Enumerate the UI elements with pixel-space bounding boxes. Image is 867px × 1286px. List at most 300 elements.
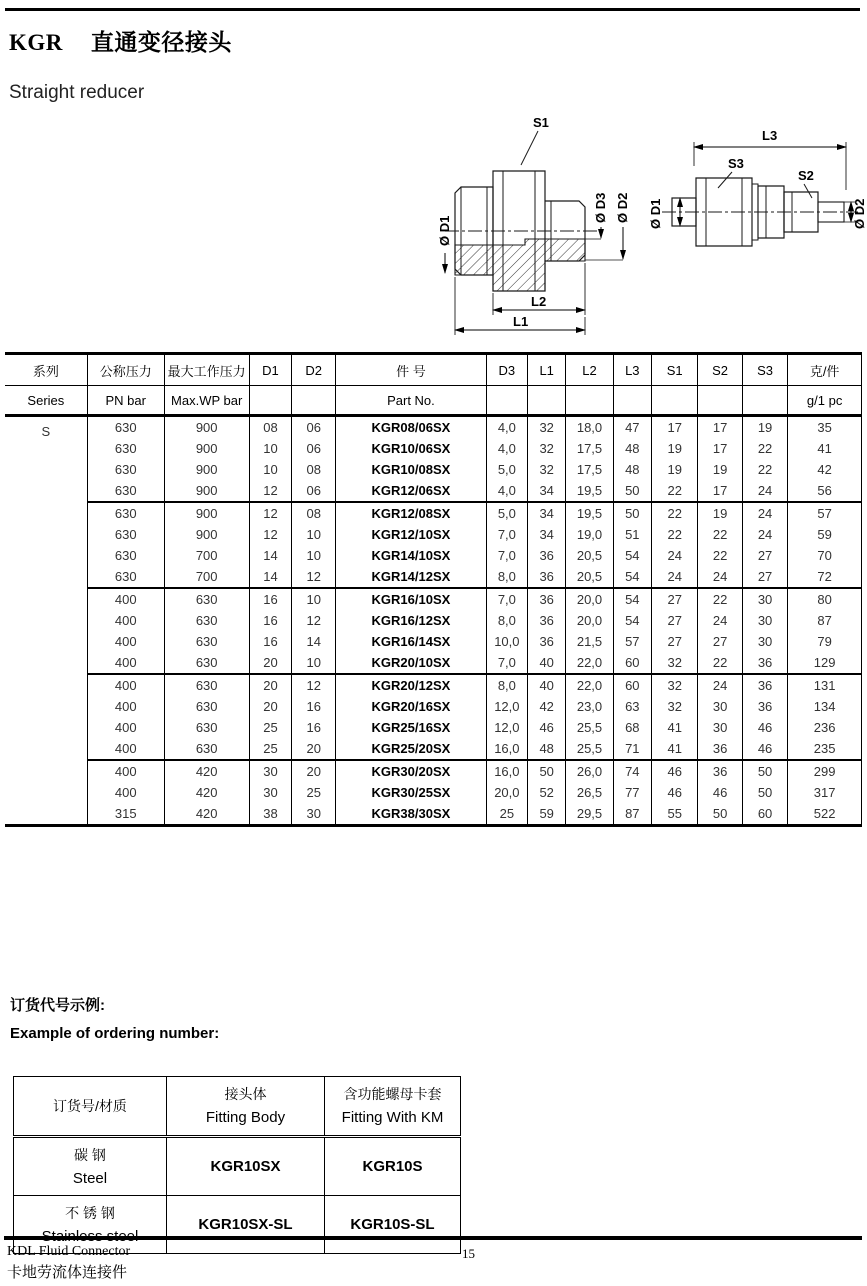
spec-cell: 22 (652, 480, 698, 502)
spec-cell: 24 (698, 610, 743, 631)
spec-cell: 27 (652, 631, 698, 652)
spec-cell: 25 (292, 782, 336, 803)
spec-cell: 40 (527, 652, 566, 674)
spec-header-cn-cell: S3 (742, 354, 787, 386)
spec-cell: 630 (87, 416, 164, 439)
spec-cell: 48 (527, 738, 566, 760)
spec-cell: 24 (652, 566, 698, 588)
spec-cell: 36 (698, 760, 743, 782)
spec-table-wrapper (5, 352, 862, 827)
spec-cell: 35 (788, 416, 862, 439)
spec-cell: 50 (698, 803, 743, 826)
spec-cell: 630 (164, 717, 249, 738)
dim-label-l3: L3 (762, 128, 778, 143)
spec-cell: 315 (87, 803, 164, 826)
spec-cell: 46 (527, 717, 566, 738)
series-cell: S (5, 416, 87, 826)
spec-cell: 50 (613, 480, 652, 502)
spec-cell: 34 (527, 524, 566, 545)
spec-cell: 32 (527, 416, 566, 439)
spec-row (5, 566, 862, 588)
part-no-cell: KGR12/10SX (336, 524, 487, 545)
spec-cell: 7,0 (486, 588, 527, 610)
spec-cell: 12 (249, 524, 292, 545)
part-no-cell: KGR30/20SX (336, 760, 487, 782)
spec-cell: 48 (613, 459, 652, 480)
spec-header-cn-cell: 系列 (5, 354, 87, 386)
spec-cell: 400 (87, 588, 164, 610)
spec-header-cn-cell: S2 (698, 354, 743, 386)
spec-cell: 10 (292, 588, 336, 610)
spec-cell: 06 (292, 438, 336, 459)
page-number: 15 (462, 1246, 475, 1261)
spec-cell: 24 (742, 524, 787, 545)
ordering-header-material (14, 1077, 167, 1137)
spec-cell: 17 (698, 480, 743, 502)
spec-cell: 27 (652, 610, 698, 631)
spec-cell: 32 (652, 696, 698, 717)
spec-header-row-cn (5, 354, 862, 386)
spec-row (5, 652, 862, 674)
spec-cell: 51 (613, 524, 652, 545)
ordering-header-body-en: Fitting Body (205, 1109, 286, 1126)
spec-cell: 22 (652, 524, 698, 545)
spec-cell: 27 (652, 588, 698, 610)
spec-cell: 70 (788, 545, 862, 566)
spec-cell: 420 (164, 782, 249, 803)
spec-cell: 5,0 (486, 502, 527, 524)
spec-cell: 38 (249, 803, 292, 826)
spec-cell: 19 (652, 438, 698, 459)
spec-cell: 36 (742, 652, 787, 674)
spec-cell: 630 (87, 566, 164, 588)
dim-label-d1-right-view: Ø D1 (648, 198, 663, 229)
spec-cell: 630 (164, 674, 249, 696)
spec-cell: 34 (527, 480, 566, 502)
spec-header-cn-cell: 最大工作压力 (164, 354, 249, 386)
part-no-cell: KGR20/12SX (336, 674, 487, 696)
spec-cell: 87 (613, 803, 652, 826)
spec-cell: 41 (652, 717, 698, 738)
spec-cell: 236 (788, 717, 862, 738)
part-no-cell: KGR20/16SX (336, 696, 487, 717)
spec-cell: 36 (527, 588, 566, 610)
spec-header-en-cell (566, 386, 613, 416)
spec-header-cn-cell: S1 (652, 354, 698, 386)
spec-row (5, 674, 862, 696)
spec-cell: 36 (527, 610, 566, 631)
spec-cell: 12 (292, 566, 336, 588)
spec-cell: 55 (652, 803, 698, 826)
footer-company-cn: 卡地劳流体连接件 (7, 1265, 128, 1281)
spec-cell: 50 (742, 782, 787, 803)
spec-header-en-cell (613, 386, 652, 416)
spec-cell: 630 (164, 738, 249, 760)
spec-cell: 630 (164, 652, 249, 674)
spec-cell: 06 (292, 416, 336, 439)
ordering-row-steel (14, 1137, 461, 1196)
spec-cell: 10 (292, 524, 336, 545)
spec-cell: 20,0 (486, 782, 527, 803)
spec-cell: 235 (788, 738, 862, 760)
spec-cell: 630 (87, 480, 164, 502)
material-en: Steel (72, 1169, 108, 1187)
spec-cell: 60 (742, 803, 787, 826)
spec-header-en-cell (292, 386, 336, 416)
spec-cell: 630 (164, 631, 249, 652)
spec-row (5, 459, 862, 480)
spec-cell: 41 (652, 738, 698, 760)
spec-cell: 22 (698, 524, 743, 545)
spec-cell: 30 (292, 803, 336, 826)
footer-company-en: KDL Fluid Connector (7, 1244, 131, 1259)
spec-cell: 900 (164, 438, 249, 459)
spec-cell: 25,5 (566, 717, 613, 738)
spec-cell: 27 (698, 631, 743, 652)
spec-cell: 74 (613, 760, 652, 782)
spec-cell: 30 (698, 717, 743, 738)
spec-header-en-cell (249, 386, 292, 416)
page-title-code: KGR (9, 30, 63, 55)
spec-cell: 54 (613, 610, 652, 631)
spec-cell: 8,0 (486, 610, 527, 631)
spec-row (5, 696, 862, 717)
spec-cell: 54 (613, 566, 652, 588)
spec-cell: 317 (788, 782, 862, 803)
material-cn: 碳 钢 (74, 1146, 106, 1163)
spec-row (5, 717, 862, 738)
dim-label-d1: Ø D1 (437, 215, 452, 246)
spec-cell: 12 (249, 480, 292, 502)
spec-cell: 29,5 (566, 803, 613, 826)
spec-cell: 630 (87, 524, 164, 545)
spec-cell: 16 (249, 588, 292, 610)
part-no-cell: KGR25/20SX (336, 738, 487, 760)
spec-cell: 20 (249, 674, 292, 696)
spec-cell: 16,0 (486, 738, 527, 760)
spec-cell: 400 (87, 738, 164, 760)
spec-cell: 50 (613, 502, 652, 524)
spec-cell: 630 (87, 502, 164, 524)
spec-cell: 50 (527, 760, 566, 782)
spec-cell: 08 (292, 459, 336, 480)
spec-cell: 20 (292, 738, 336, 760)
part-no-cell: KGR20/10SX (336, 652, 487, 674)
spec-cell: 40 (527, 674, 566, 696)
spec-cell: 630 (87, 545, 164, 566)
spec-cell: 20 (292, 760, 336, 782)
spec-cell: 47 (613, 416, 652, 439)
spec-cell: 400 (87, 696, 164, 717)
part-no-cell: KGR30/25SX (336, 782, 487, 803)
ordering-table (13, 1076, 461, 1254)
spec-cell: 79 (788, 631, 862, 652)
footer-rule (4, 1236, 862, 1240)
spec-cell: 19,5 (566, 480, 613, 502)
spec-cell: 400 (87, 610, 164, 631)
spec-cell: 68 (613, 717, 652, 738)
spec-cell: 5,0 (486, 459, 527, 480)
spec-cell: 24 (742, 502, 787, 524)
spec-cell: 08 (292, 502, 336, 524)
spec-cell: 12 (249, 502, 292, 524)
spec-cell: 14 (249, 545, 292, 566)
spec-header-en-cell (742, 386, 787, 416)
spec-cell: 59 (788, 524, 862, 545)
spec-cell: 20,0 (566, 610, 613, 631)
spec-cell: 7,0 (486, 652, 527, 674)
technical-drawing-assembled-view (646, 112, 867, 292)
spec-row (5, 588, 862, 610)
ordering-code-km-steel: KGR10S (325, 1137, 461, 1196)
spec-cell: 17,5 (566, 438, 613, 459)
spec-cell: 77 (613, 782, 652, 803)
spec-cell: 50 (742, 760, 787, 782)
spec-row (5, 782, 862, 803)
dim-label-s3: S3 (728, 156, 744, 171)
spec-cell: 36 (742, 674, 787, 696)
spec-cell: 22 (698, 545, 743, 566)
spec-cell: 900 (164, 459, 249, 480)
spec-cell: 63 (613, 696, 652, 717)
spec-cell: 25 (249, 717, 292, 738)
spec-row (5, 502, 862, 524)
spec-cell: 12 (292, 674, 336, 696)
spec-cell: 420 (164, 760, 249, 782)
spec-cell: 20,0 (566, 588, 613, 610)
spec-cell: 54 (613, 545, 652, 566)
spec-cell: 19,5 (566, 502, 613, 524)
spec-cell: 36 (527, 631, 566, 652)
spec-cell: 24 (652, 545, 698, 566)
spec-cell: 14 (249, 566, 292, 588)
ordering-code-km-stainless: KGR10S-SL (325, 1196, 461, 1254)
spec-cell: 19 (698, 502, 743, 524)
material-cn: 不 锈 钢 (65, 1204, 115, 1221)
spec-cell: 30 (698, 696, 743, 717)
spec-cell: 26,5 (566, 782, 613, 803)
spec-cell: 72 (788, 566, 862, 588)
spec-header-cn-cell: 克/件 (788, 354, 862, 386)
part-no-cell: KGR38/30SX (336, 803, 487, 826)
ordering-header-row (14, 1077, 461, 1137)
spec-header-en-cell: g/1 pc (788, 386, 862, 416)
spec-header-cn-cell: 件 号 (336, 354, 487, 386)
spec-cell: 24 (698, 566, 743, 588)
spec-cell: 400 (87, 631, 164, 652)
spec-cell: 630 (164, 696, 249, 717)
spec-cell: 22 (698, 588, 743, 610)
spec-cell: 54 (613, 588, 652, 610)
spec-cell: 4,0 (486, 438, 527, 459)
spec-header-en-cell: Part No. (336, 386, 487, 416)
spec-cell: 22 (742, 459, 787, 480)
section-hatch (455, 239, 585, 291)
ordering-header-body (167, 1077, 325, 1137)
spec-cell: 46 (652, 782, 698, 803)
spec-cell: 25 (486, 803, 527, 826)
spec-cell: 19 (698, 459, 743, 480)
spec-cell: 22,0 (566, 652, 613, 674)
spec-cell: 700 (164, 545, 249, 566)
technical-drawing-section-view (437, 113, 655, 341)
spec-cell: 22 (652, 502, 698, 524)
spec-cell: 52 (527, 782, 566, 803)
spec-cell: 22 (742, 438, 787, 459)
spec-cell: 630 (164, 610, 249, 631)
spec-cell: 400 (87, 782, 164, 803)
ordering-heading-cn: 订货代号示例: (10, 997, 105, 1014)
spec-header-en-cell (698, 386, 743, 416)
spec-cell: 17 (698, 416, 743, 439)
part-no-cell: KGR12/06SX (336, 480, 487, 502)
spec-cell: 59 (527, 803, 566, 826)
spec-cell: 30 (249, 782, 292, 803)
spec-cell: 32 (652, 652, 698, 674)
part-no-cell: KGR08/06SX (336, 416, 487, 439)
spec-cell: 21,5 (566, 631, 613, 652)
spec-row (5, 631, 862, 652)
part-no-cell: KGR16/14SX (336, 631, 487, 652)
spec-cell: 400 (87, 652, 164, 674)
spec-header-cn-cell: D3 (486, 354, 527, 386)
spec-cell: 16 (292, 696, 336, 717)
top-rule (5, 8, 860, 11)
spec-cell: 12 (292, 610, 336, 631)
spec-cell: 08 (249, 416, 292, 439)
part-no-cell: KGR16/12SX (336, 610, 487, 631)
spec-cell: 20,5 (566, 566, 613, 588)
spec-cell: 900 (164, 524, 249, 545)
spec-table-body (5, 416, 862, 826)
spec-cell: 400 (87, 717, 164, 738)
spec-cell: 7,0 (486, 524, 527, 545)
spec-cell: 16 (249, 610, 292, 631)
spec-header-en-cell: PN bar (87, 386, 164, 416)
spec-cell: 420 (164, 803, 249, 826)
ordering-header-km (325, 1077, 461, 1137)
spec-cell: 16 (292, 717, 336, 738)
ordering-code-body-stainless: KGR10SX-SL (167, 1196, 325, 1254)
dim-label-l1: L1 (513, 314, 529, 329)
part-no-cell: KGR25/16SX (336, 717, 487, 738)
spec-cell: 522 (788, 803, 862, 826)
ordering-material-steel (14, 1137, 167, 1196)
spec-table (5, 352, 862, 827)
spec-row (5, 545, 862, 566)
spec-cell: 57 (788, 502, 862, 524)
page-title-cn: 直通变径接头 (90, 30, 232, 55)
spec-cell: 630 (164, 588, 249, 610)
ordering-table-wrapper (13, 1076, 461, 1254)
spec-row (5, 416, 862, 439)
spec-cell: 400 (87, 674, 164, 696)
spec-header-cn-cell: L3 (613, 354, 652, 386)
spec-cell: 27 (742, 566, 787, 588)
spec-cell: 87 (788, 610, 862, 631)
spec-header-cn-cell: D2 (292, 354, 336, 386)
spec-header-en-cell (527, 386, 566, 416)
spec-cell: 30 (742, 631, 787, 652)
spec-cell: 129 (788, 652, 862, 674)
part-no-cell: KGR10/08SX (336, 459, 487, 480)
spec-cell: 46 (698, 782, 743, 803)
spec-row (5, 610, 862, 631)
spec-header-cn-cell: 公称压力 (87, 354, 164, 386)
spec-cell: 700 (164, 566, 249, 588)
spec-cell: 17,5 (566, 459, 613, 480)
spec-cell: 4,0 (486, 480, 527, 502)
spec-cell: 7,0 (486, 545, 527, 566)
spec-cell: 400 (87, 760, 164, 782)
spec-cell: 22,0 (566, 674, 613, 696)
spec-cell: 32 (527, 459, 566, 480)
spec-cell: 131 (788, 674, 862, 696)
ordering-header-km-cn: 含功能螺母卡套 (343, 1086, 442, 1102)
dim-label-d2: Ø D2 (615, 192, 630, 223)
spec-cell: 4,0 (486, 416, 527, 439)
spec-header-cn-cell: D1 (249, 354, 292, 386)
spec-cell: 10 (292, 545, 336, 566)
spec-cell: 900 (164, 480, 249, 502)
spec-cell: 25 (249, 738, 292, 760)
spec-header-en-cell (652, 386, 698, 416)
spec-header-en-cell: Max.WP bar (164, 386, 249, 416)
spec-row (5, 738, 862, 760)
dim-label-d3: Ø D3 (593, 192, 608, 223)
spec-cell: 10,0 (486, 631, 527, 652)
spec-cell: 10 (249, 459, 292, 480)
part-no-cell: KGR12/08SX (336, 502, 487, 524)
spec-row (5, 760, 862, 782)
spec-cell: 10 (249, 438, 292, 459)
spec-cell: 41 (788, 438, 862, 459)
spec-cell: 299 (788, 760, 862, 782)
spec-cell: 30 (742, 610, 787, 631)
spec-cell: 30 (742, 588, 787, 610)
page-subtitle: Straight reducer (9, 82, 145, 103)
spec-cell: 900 (164, 502, 249, 524)
dim-label-l2: L2 (531, 294, 547, 309)
ordering-header-body-cn: 接头体 (224, 1086, 267, 1102)
spec-cell: 8,0 (486, 566, 527, 588)
spec-header-row-en (5, 386, 862, 416)
spec-cell: 48 (613, 438, 652, 459)
spec-cell: 46 (742, 738, 787, 760)
spec-cell: 34 (527, 502, 566, 524)
spec-cell: 23,0 (566, 696, 613, 717)
spec-cell: 19 (652, 459, 698, 480)
spec-cell: 20,5 (566, 545, 613, 566)
spec-row (5, 438, 862, 459)
part-no-cell: KGR14/12SX (336, 566, 487, 588)
page-title (9, 24, 232, 57)
spec-cell: 12,0 (486, 696, 527, 717)
dim-label-s1: S1 (533, 115, 549, 130)
spec-cell: 19,0 (566, 524, 613, 545)
spec-cell: 20 (249, 696, 292, 717)
spec-cell: 71 (613, 738, 652, 760)
spec-cell: 22 (698, 652, 743, 674)
spec-cell: 24 (698, 674, 743, 696)
spec-cell: 10 (292, 652, 336, 674)
spec-cell: 19 (742, 416, 787, 439)
ordering-header-material-cn: 订货号/材质 (53, 1098, 127, 1114)
spec-cell: 60 (613, 674, 652, 696)
spec-cell: 630 (87, 438, 164, 459)
ordering-header-km-en: Fitting With KM (341, 1109, 444, 1126)
spec-cell: 24 (742, 480, 787, 502)
